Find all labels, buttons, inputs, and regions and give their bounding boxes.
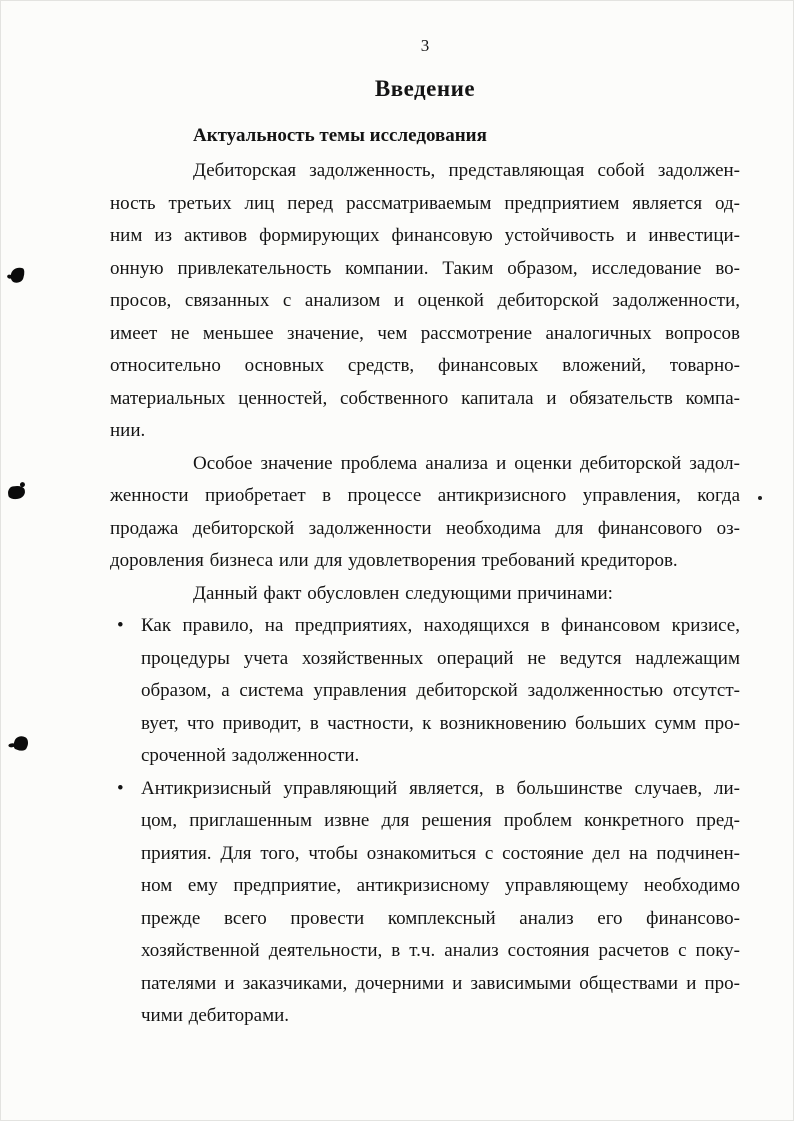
text-line: пателями и заказчиками, дочерними и зависимыми обществами и про-: [141, 972, 740, 994]
text-line: онную привлекательность компании. Таким образом, исследование во-: [110, 257, 740, 279]
bullet-marker: •: [117, 777, 124, 799]
text-line: сроченной задолженности.: [141, 745, 360, 766]
text-line: доровления бизнеса или для удовлетворения требований кредиторов.: [110, 550, 678, 571]
ink-blot-artifact: [11, 734, 30, 754]
bullet-marker: •: [117, 615, 124, 636]
body-text: [110, 155, 740, 1033]
paragraph: [110, 448, 740, 578]
text-line: Антикризисный управляющий является, в большинстве случаев, ли-: [141, 777, 740, 799]
bullet-paragraph: [110, 610, 740, 773]
text-line: приятия. Для того, чтобы ознакомиться с состояние дел на подчинен-: [141, 842, 740, 864]
text-line: Особое значение проблема анализа и оценки дебиторской задол-: [193, 452, 740, 474]
text-line: Данный факт обусловлен следующими причинами:: [193, 582, 613, 604]
text-line: Дебиторская задолженность, представляющая собой задолжен-: [193, 160, 740, 181]
text-line: просов, связанных с анализом и оценкой дебиторской задолженности,: [110, 290, 740, 311]
text-line: прежде всего провести комплексный анализ его финансово-: [141, 907, 740, 929]
text-line: нии.: [110, 420, 146, 441]
ink-blot-artifact: [9, 265, 26, 284]
text-line: Как правило, на предприятиях, находящихся в финансовом кризисе,: [141, 615, 740, 636]
text-line: хозяйственной деятельности, в т.ч. анализ состояния расчетов с поку-: [141, 940, 740, 961]
text-line: ним из активов формирующих финансовую устойчивость и инвестици-: [110, 225, 740, 246]
section-heading: Актуальность темы исследования: [193, 125, 487, 146]
speck-artifact: [758, 496, 762, 500]
page-number: 3: [420, 36, 430, 55]
text-line: цом, приглашенным извне для решения проблем конкретного пред-: [141, 810, 740, 831]
text-line: процедуры учета хозяйственных операций не ведутся надлежащим: [141, 647, 740, 669]
page-title: Введение: [374, 76, 476, 101]
text-line: чими дебиторами.: [141, 1005, 290, 1026]
text-line: материальных ценностей, собственного капитала и обязательств компа-: [110, 387, 740, 409]
text-line: ность третьих лиц перед рассматриваемым предприятием является од-: [110, 192, 740, 214]
text-line: имеет не меньшее значение, чем рассмотрение аналогичных вопросов: [110, 322, 740, 344]
ink-blot-artifact: [7, 485, 26, 500]
bullet-paragraph: [110, 773, 740, 1033]
paragraph: [110, 578, 740, 611]
text-line: относительно основных средств, финансовых вложений, товарно-: [110, 355, 740, 376]
text-line: ном ему предприятие, антикризисному управляющему необходимо: [141, 875, 740, 896]
text-line: образом, а система управления дебиторской задолженностью отсутст-: [141, 680, 740, 701]
paragraph: [110, 155, 740, 448]
text-line: продажа дебиторской задолженности необходима для финансового оз-: [110, 517, 740, 539]
text-line: женности приобретает в процессе антикризисного управления, когда: [110, 485, 740, 506]
text-line: вует, что приводит, в частности, к возникновению больших сумм про-: [141, 712, 740, 734]
